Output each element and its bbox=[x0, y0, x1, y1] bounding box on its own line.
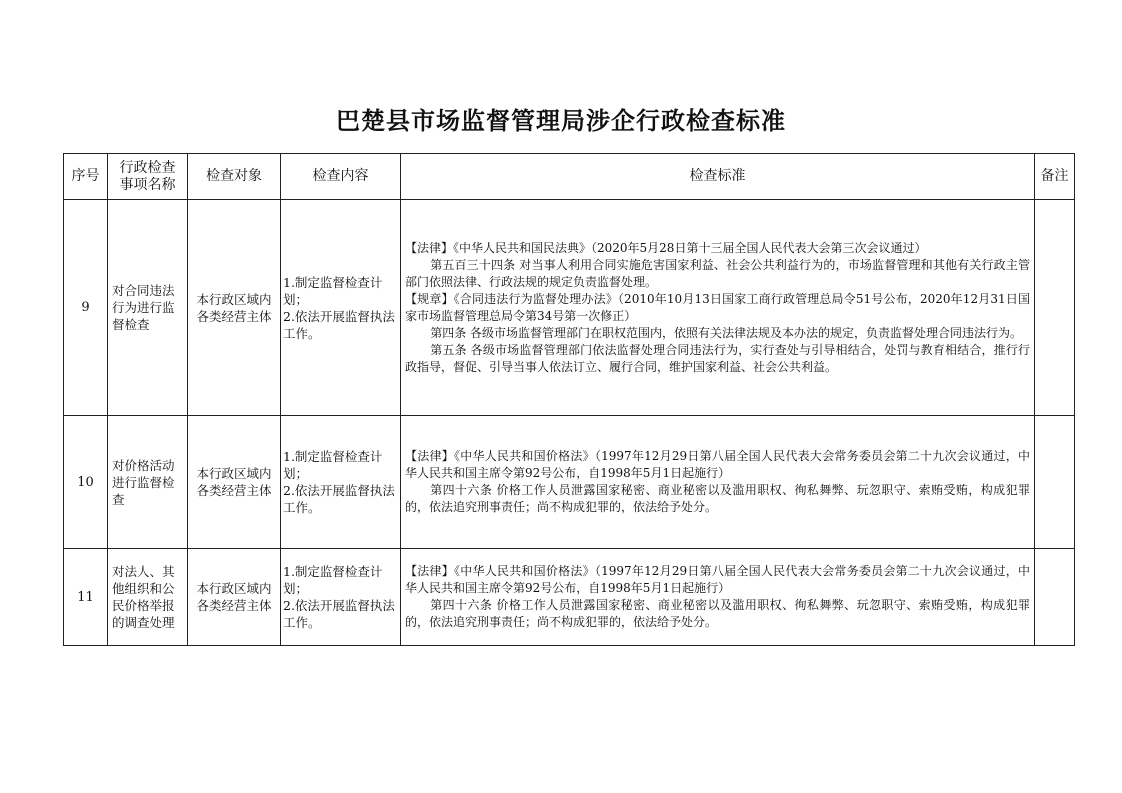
table-row bbox=[64, 416, 1075, 549]
row-note bbox=[1035, 200, 1075, 416]
standard-line: 第四十六条 价格工作人员泄露国家秘密、商业秘密以及滥用职权、徇私舞弊、玩忽职守、索贿受贿，构成犯罪的，依法追究刑事责任；尚不构成犯罪的，依法给予处分。 bbox=[405, 483, 1030, 514]
row-standard bbox=[401, 549, 1035, 646]
row-no: 11 bbox=[64, 549, 108, 646]
content-line: 1.制定监督检查计划； bbox=[283, 564, 383, 596]
row-object: 本行政区域内各类经营主体 bbox=[188, 416, 281, 549]
row-item-name: 对法人、其他组织和公民价格举报的调查处理 bbox=[108, 549, 188, 646]
header-content: 检查内容 bbox=[281, 154, 401, 200]
row-content bbox=[281, 549, 401, 646]
row-standard bbox=[401, 416, 1035, 549]
header-name: 行政检查事项名称 bbox=[108, 154, 188, 200]
page-title: 巴楚县市场监督管理局涉企行政检查标准 bbox=[336, 106, 786, 135]
row-note bbox=[1035, 549, 1075, 646]
table-header-row bbox=[64, 154, 1075, 200]
row-note bbox=[1035, 416, 1075, 549]
standard-line: 第五百三十四条 对当事人利用合同实施危害国家利益、社会公共利益行为的，市场监督管理和其他有关行政主管部门依照法律、行政法规的规定负责监督处理。 bbox=[405, 257, 1030, 289]
standard-line: 【法律】《中华人民共和国民法典》（2020年5月28日第十三届全国人民代表大会第三次会议通过） bbox=[405, 240, 927, 255]
row-no: 9 bbox=[64, 200, 108, 416]
row-content bbox=[281, 200, 401, 416]
row-standard bbox=[401, 200, 1035, 416]
standard-line: 【规章】《合同违法行为监督处理办法》（2010年10月13日国家工商行政管理总局令51号公布，2020年12月31日国家市场监督管理总局令第34号第一次修正） bbox=[405, 291, 1030, 323]
standard-line: 【法律】《中华人民共和国价格法》（1997年12月29日第八届全国人民代表大会常务委员会第二十九次会议通过，中华人民共和国主席令第92号公布，自1998年5月1日起施行） bbox=[405, 449, 1030, 480]
standard-line: 【法律】《中华人民共和国价格法》（1997年12月29日第八届全国人民代表大会常务委员会第二十九次会议通过，中华人民共和国主席令第92号公布，自1998年5月1日起施行） bbox=[405, 564, 1030, 595]
header-note: 备注 bbox=[1035, 154, 1075, 200]
inspection-standards-table bbox=[63, 153, 1075, 646]
table-row bbox=[64, 549, 1075, 646]
standard-line: 第四十六条 价格工作人员泄露国家秘密、商业秘密以及滥用职权、徇私舞弊、玩忽职守、索贿受贿，构成犯罪的，依法追究刑事责任；尚不构成犯罪的，依法给予处分。 bbox=[405, 598, 1030, 629]
content-line: 1.制定监督检查计划； bbox=[283, 274, 383, 307]
row-item-name: 对合同违法行为进行监督检查 bbox=[108, 200, 188, 416]
header-object: 检查对象 bbox=[188, 154, 281, 200]
standard-line: 第四条 各级市场监督管理部门在职权范围内，依照有关法律法规及本办法的规定，负责监督处理合同违法行为。 bbox=[430, 325, 1023, 340]
content-line: 1.制定监督检查计划； bbox=[283, 449, 383, 481]
standard-line: 第五条 各级市场监督管理部门依法监督处理合同违法行为，实行查处与引导相结合，处罚与教育相结合，推行行政指导，督促、引导当事人依法订立、履行合同，维护国家利益、社会公共利益。 bbox=[405, 342, 1030, 374]
row-object: 本行政区域内各类经营主体 bbox=[188, 200, 281, 416]
row-content bbox=[281, 416, 401, 549]
row-item-name: 对价格活动进行监督检查 bbox=[108, 416, 188, 549]
content-line: 2.依法开展监督执法工作。 bbox=[283, 598, 395, 630]
content-line: 2.依法开展监督执法工作。 bbox=[283, 308, 395, 341]
row-no: 10 bbox=[64, 416, 108, 549]
content-line: 2.依法开展监督执法工作。 bbox=[283, 483, 395, 515]
header-no: 序号 bbox=[64, 154, 108, 200]
row-object: 本行政区域内各类经营主体 bbox=[188, 549, 281, 646]
header-standard: 检查标准 bbox=[401, 154, 1035, 200]
table-row bbox=[64, 200, 1075, 416]
